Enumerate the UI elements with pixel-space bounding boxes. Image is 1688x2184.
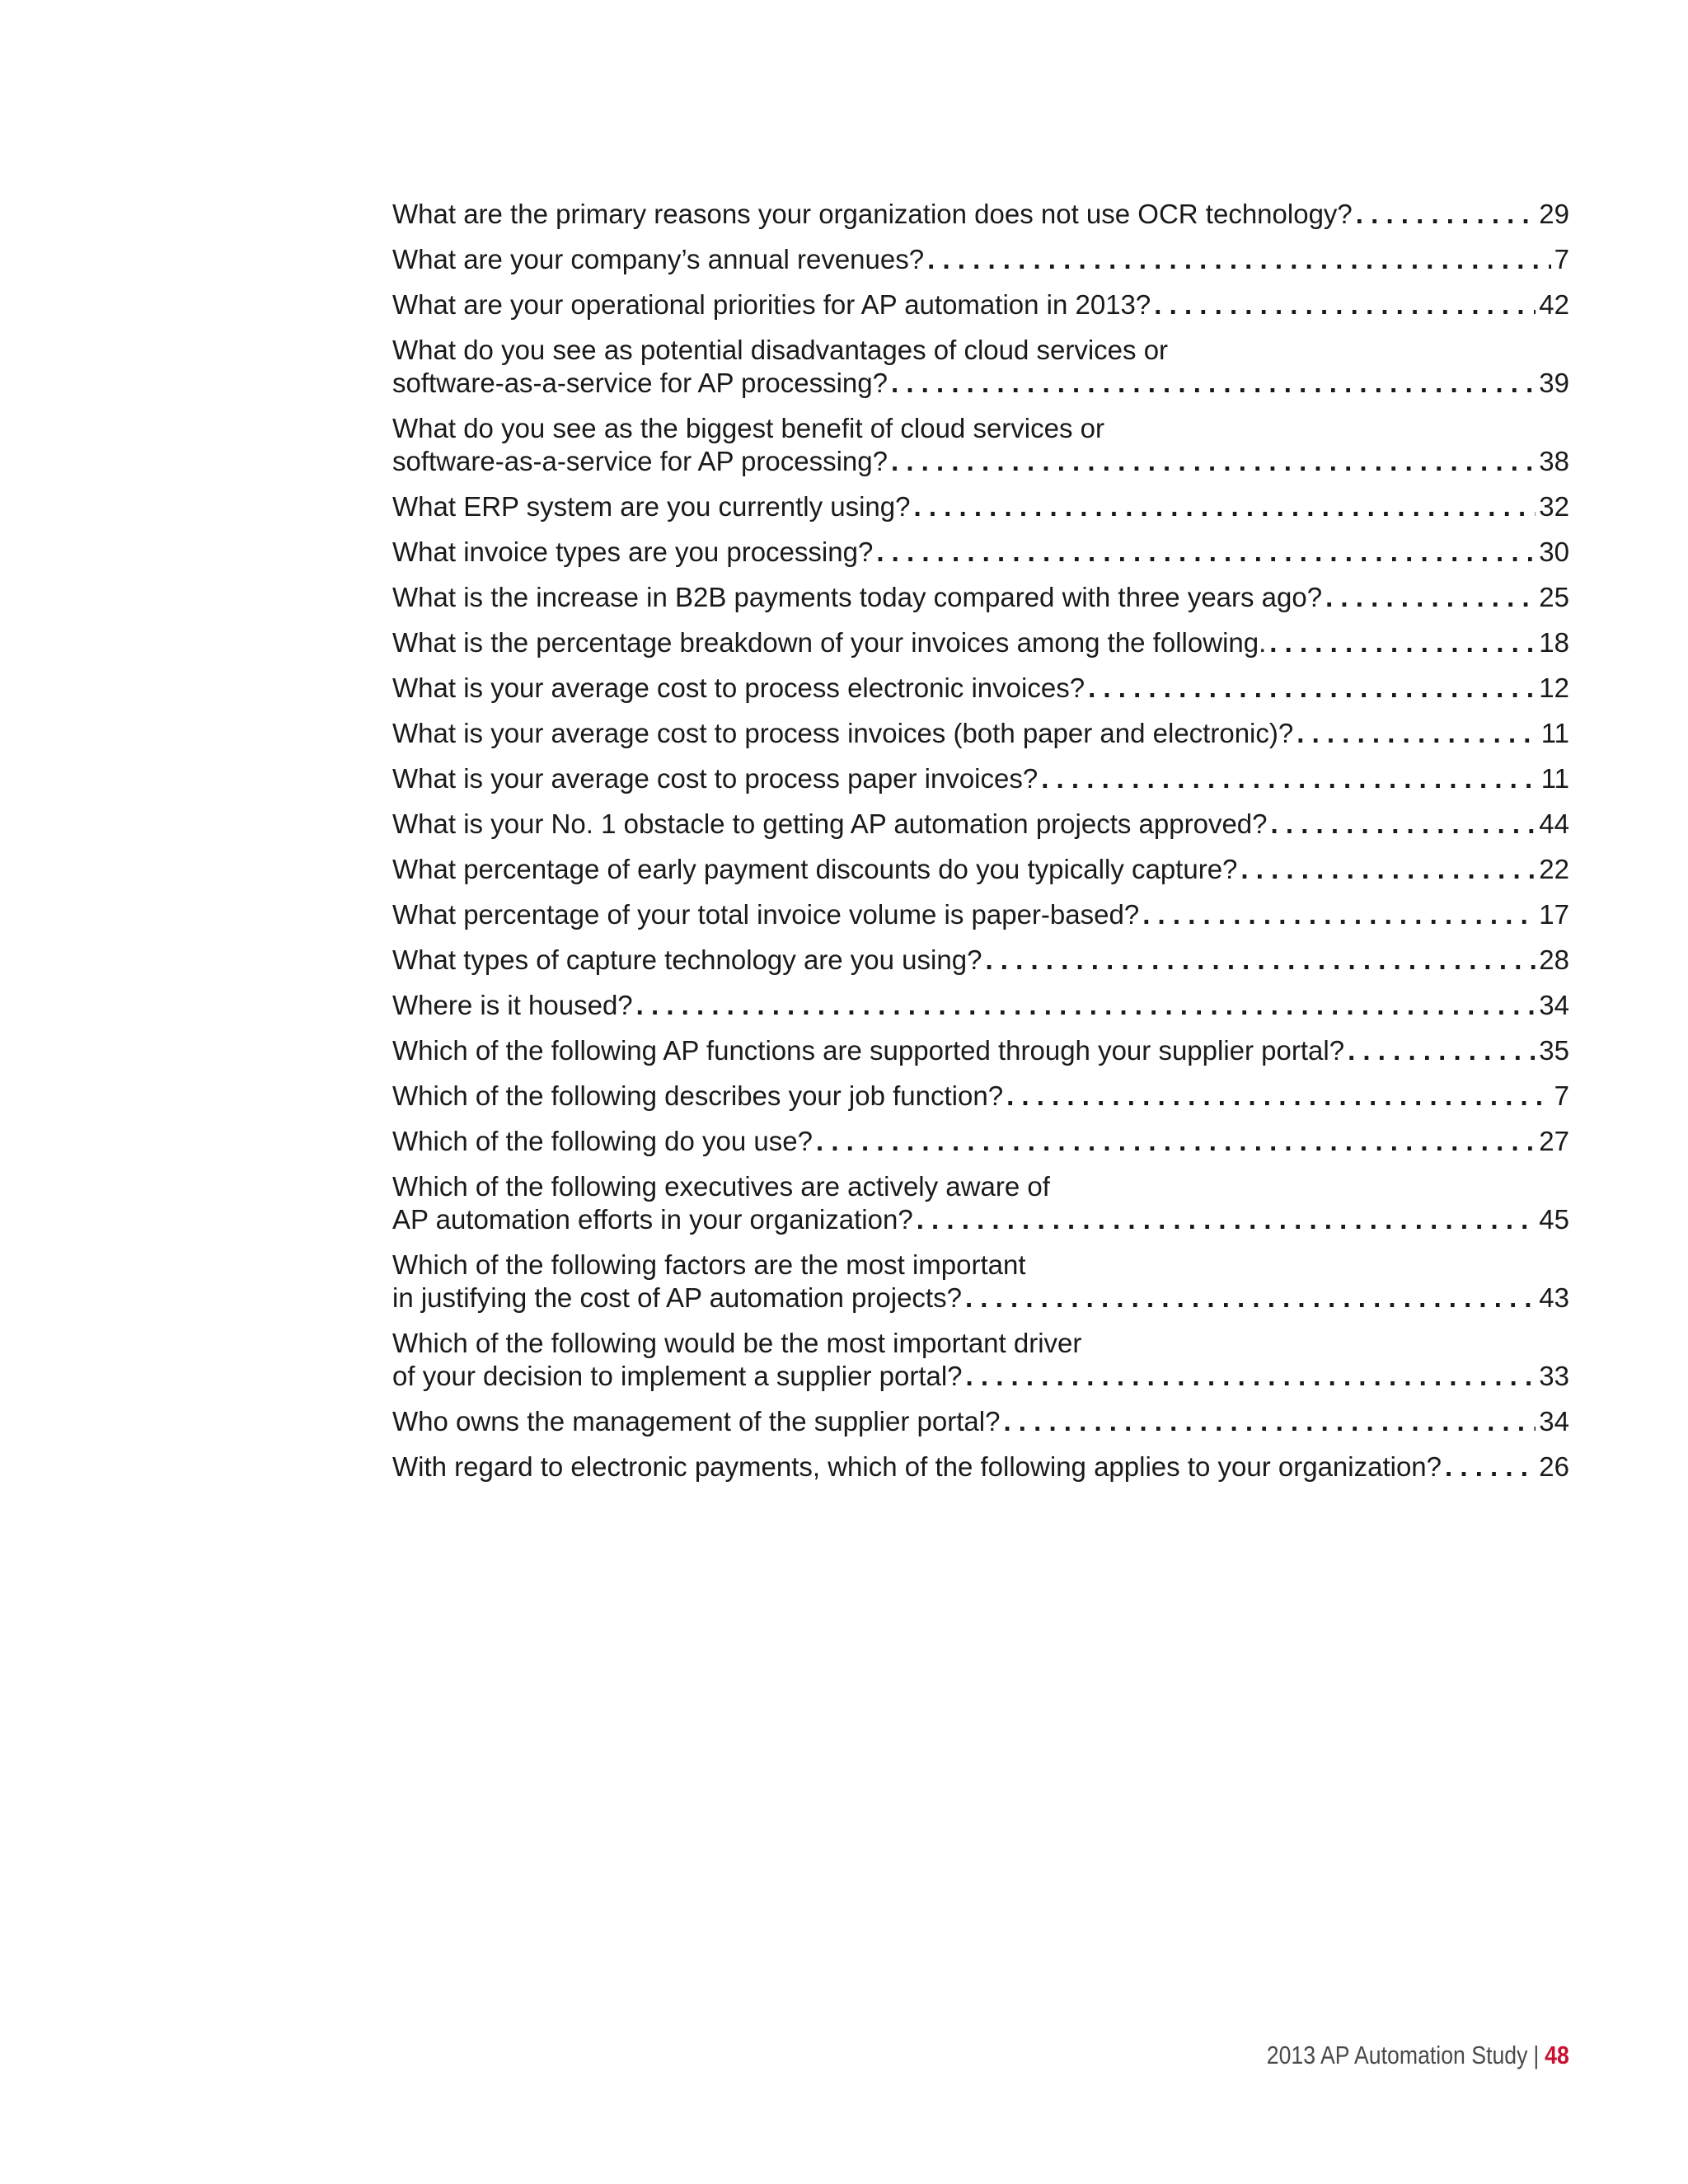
index-entry-page-number: 30: [1539, 537, 1569, 567]
index-entry: [392, 944, 1569, 977]
index-entry-text: Which of the following executives are actively aware of: [392, 1171, 1050, 1202]
index-entry-row: [392, 1203, 1569, 1236]
index-entry-text: software-as-a-service for AP processing?: [392, 368, 888, 398]
index-entry-text: What percentage of early payment discounts do you typically capture?: [392, 854, 1238, 884]
index-entry-page-number: 28: [1539, 944, 1569, 975]
index-entry-text: What is your average cost to process paper invoices?: [392, 763, 1039, 794]
index-entry-page-number: 25: [1539, 582, 1569, 612]
index-entry-text: Where is it housed?: [392, 990, 633, 1020]
index-entry: [392, 626, 1569, 659]
index-entry: [392, 1080, 1569, 1113]
index-entry-text: What is your average cost to process electronic invoices?: [392, 673, 1085, 703]
dot-leader: [1271, 808, 1536, 841]
dot-leader: [1041, 762, 1538, 795]
dot-leader: [1088, 672, 1536, 705]
index-entry-page-number: 34: [1539, 1406, 1569, 1436]
index-entry-page-number: 33: [1539, 1361, 1569, 1391]
index-entry-text: What is the increase in B2B payments today compared with three years ago?: [392, 582, 1323, 612]
index-entry-text: What are the primary reasons your organization does not use OCR technology?: [392, 199, 1353, 229]
index-entry-text: Which of the following do you use?: [392, 1126, 813, 1156]
index-entry: [392, 581, 1569, 614]
index-entry-page-number: 29: [1539, 199, 1569, 229]
dot-leader: [1269, 626, 1536, 659]
index-entry: [392, 762, 1569, 795]
index-entry-text: software-as-a-service for AP processing?: [392, 446, 888, 476]
index-entry-page-number: 22: [1539, 854, 1569, 884]
dot-leader: [1142, 898, 1536, 931]
index-entry-page-number: 34: [1539, 990, 1569, 1020]
index-entry: [392, 1249, 1569, 1315]
publication-title: 2013 AP Automation Study: [1266, 2041, 1528, 2069]
index-entry-text: AP automation efforts in your organization?: [392, 1204, 913, 1235]
dot-leader: [876, 536, 1536, 569]
index-entry-text: What is the percentage breakdown of your invoices among the following.: [392, 627, 1267, 658]
dot-leader: [1003, 1405, 1536, 1438]
index-entry-row: [392, 490, 1569, 523]
index-entry: [392, 412, 1569, 478]
dot-leader: [1356, 198, 1536, 231]
dot-leader: [636, 989, 1536, 1022]
index-entry-page-number: 7: [1554, 244, 1569, 274]
index-entry: [392, 490, 1569, 523]
index-entry-row: [392, 853, 1569, 886]
index-entry-row: [392, 762, 1569, 795]
index-entry-text: Who owns the management of the supplier portal?: [392, 1406, 1001, 1436]
index-entry-text: What is your average cost to process invoices (both paper and electronic)?: [392, 718, 1294, 748]
index-entry: [392, 1125, 1569, 1158]
index-entry-row: [392, 1282, 1569, 1315]
index-entry: [392, 717, 1569, 750]
index-entry-row: [392, 1360, 1569, 1393]
dot-leader: [816, 1125, 1536, 1158]
dot-leader: [891, 367, 1536, 400]
dot-leader: [1325, 581, 1536, 614]
index-entry-row: [392, 1034, 1569, 1067]
index-entry-text: of your decision to implement a supplier portal?: [392, 1361, 963, 1391]
page-footer: [1267, 2041, 1569, 2070]
dot-leader: [927, 243, 1551, 276]
index-entry-text: What invoice types are you processing?: [392, 537, 874, 567]
index-entry-row: [392, 198, 1569, 231]
dot-leader: [917, 1203, 1536, 1236]
index-entry-row: [392, 243, 1569, 276]
index-entry-text: What types of capture technology are you using?: [392, 944, 982, 975]
index-entry-row: [392, 367, 1569, 400]
index-entry-text: Which of the following would be the most important driver: [392, 1328, 1082, 1358]
index-entry-row: [392, 288, 1569, 321]
index-entry: [392, 334, 1569, 400]
index-entry-text: What are your operational priorities for AP automation in 2013?: [392, 289, 1151, 320]
index-entry-page-number: 38: [1539, 446, 1569, 476]
dot-leader: [891, 445, 1536, 478]
index-entry-text: What ERP system are you currently using?: [392, 491, 911, 522]
index-entry-page-number: 42: [1539, 289, 1569, 320]
index-entry-text: What percentage of your total invoice volume is paper-based?: [392, 899, 1140, 930]
index-entry-row: [392, 536, 1569, 569]
index-entry: [392, 1451, 1569, 1483]
index-entry-page-number: 7: [1554, 1080, 1569, 1111]
dot-leader: [913, 490, 1536, 523]
index-entry: [392, 853, 1569, 886]
question-index-list: [392, 198, 1569, 1496]
index-entry: [392, 672, 1569, 705]
index-entry: [392, 1170, 1569, 1236]
index-entry: [392, 243, 1569, 276]
index-entry-page-number: 43: [1539, 1282, 1569, 1313]
index-entry-page-number: 18: [1539, 627, 1569, 658]
index-entry-text: Which of the following factors are the most important: [392, 1249, 1026, 1280]
index-entry-page-number: 27: [1539, 1126, 1569, 1156]
index-entry-page-number: 11: [1540, 763, 1569, 794]
index-entry-text: What do you see as the biggest benefit of cloud services or: [392, 413, 1104, 443]
page-number: 48: [1545, 2041, 1569, 2069]
index-entry-text: in justifying the cost of AP automation projects?: [392, 1282, 962, 1313]
index-entry-row: [392, 1405, 1569, 1438]
index-entry-row: [392, 626, 1569, 659]
index-entry-text: Which of the following describes your job function?: [392, 1080, 1004, 1111]
index-entry-page-number: 39: [1539, 368, 1569, 398]
dot-leader: [1445, 1451, 1536, 1483]
dot-leader: [985, 944, 1536, 977]
index-entry-text: What do you see as potential disadvantages of cloud services or: [392, 335, 1169, 365]
index-entry-row: [392, 445, 1569, 478]
index-entry: [392, 898, 1569, 931]
index-entry: [392, 198, 1569, 231]
index-entry-page-number: 45: [1539, 1204, 1569, 1235]
index-entry: [392, 1405, 1569, 1438]
dot-leader: [1240, 853, 1536, 886]
index-entry-page-number: 12: [1539, 673, 1569, 703]
index-entry-row: [392, 808, 1569, 841]
dot-leader: [965, 1282, 1536, 1315]
index-entry-page-number: 44: [1539, 808, 1569, 839]
index-entry-row: [392, 1451, 1569, 1483]
index-entry: [392, 808, 1569, 841]
index-entry-text: What is your No. 1 obstacle to getting AP automation projects approved?: [392, 808, 1268, 839]
index-entry-page-number: 26: [1539, 1451, 1569, 1482]
index-entry-row: [392, 1080, 1569, 1113]
index-entry-text: Which of the following AP functions are supported through your supplier portal?: [392, 1035, 1345, 1066]
dot-leader: [1154, 288, 1536, 321]
dot-leader: [966, 1360, 1536, 1393]
dot-leader: [1348, 1034, 1536, 1067]
index-entry: [392, 536, 1569, 569]
index-entry-page-number: 32: [1539, 491, 1569, 522]
index-entry-row: [392, 672, 1569, 705]
footer-separator: |: [1533, 2041, 1540, 2069]
index-entry-page-number: 17: [1539, 899, 1569, 930]
dot-leader: [1296, 717, 1538, 750]
index-entry-page-number: 11: [1540, 718, 1569, 748]
dot-leader: [1006, 1080, 1551, 1113]
index-entry-text: With regard to electronic payments, which of the following applies to your organization?: [392, 1451, 1442, 1482]
index-entry: [392, 1034, 1569, 1067]
index-entry: [392, 288, 1569, 321]
index-entry-row: [392, 989, 1569, 1022]
index-entry-row: [392, 717, 1569, 750]
index-entry-row: [392, 944, 1569, 977]
index-entry-text: What are your company’s annual revenues?: [392, 244, 925, 274]
index-entry-row: [392, 581, 1569, 614]
index-entry: [392, 989, 1569, 1022]
index-entry-row: [392, 898, 1569, 931]
index-entry-page-number: 35: [1539, 1035, 1569, 1066]
index-entry: [392, 1327, 1569, 1393]
index-entry-row: [392, 1125, 1569, 1158]
